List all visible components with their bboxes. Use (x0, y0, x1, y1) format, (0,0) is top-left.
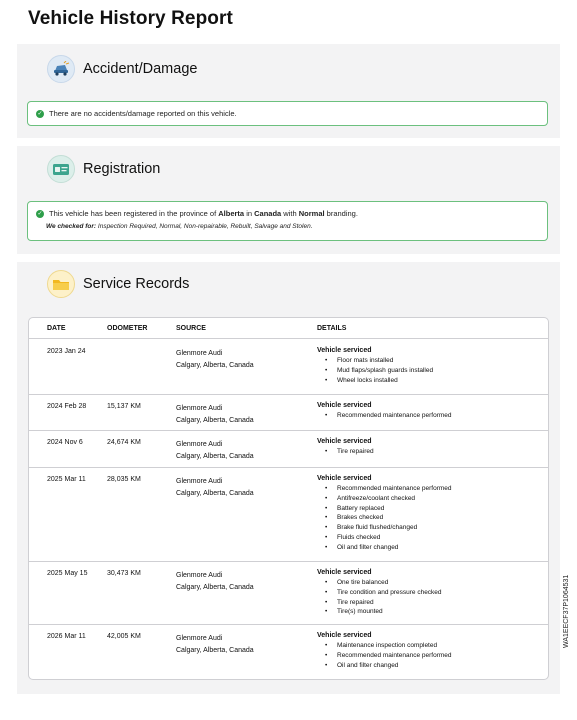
source-name: Glenmore Audi (176, 635, 223, 642)
row-source (176, 633, 254, 657)
source-location: Calgary, Alberta, Canada (176, 417, 254, 424)
detail-item: • Recommended maintenance performed (317, 411, 452, 421)
registration-heading: Registration (83, 161, 161, 177)
row-odometer: 24,674 KM (107, 439, 141, 446)
row-date: 2024 Nov 6 (47, 439, 83, 446)
source-name: Glenmore Audi (176, 350, 223, 357)
table-header (29, 318, 548, 339)
check-circle-icon: ✓ (37, 110, 43, 117)
source-name: Glenmore Audi (176, 441, 223, 448)
row-odometer: 15,137 KM (107, 403, 141, 410)
detail-item: • Recommended maintenance performed (317, 651, 452, 661)
row-odometer: 42,005 KM (107, 633, 141, 640)
table-row (29, 339, 548, 395)
row-details (317, 632, 452, 670)
detail-item: • Tire condition and pressure checked (317, 588, 442, 598)
column-header-details: DETAILS (317, 325, 347, 332)
detail-list (317, 447, 374, 457)
detail-item: • Brake fluid flushed/changed (317, 523, 452, 533)
source-location: Calgary, Alberta, Canada (176, 584, 254, 591)
check-circle-icon: ✓ (37, 210, 43, 217)
detail-title: Vehicle serviced (317, 402, 372, 409)
row-source (176, 403, 254, 427)
row-source (176, 570, 254, 594)
table-row (29, 394, 548, 431)
detail-title: Vehicle serviced (317, 569, 372, 576)
detail-item: • Tire repaired (317, 447, 374, 457)
detail-item: • Brakes checked (317, 513, 452, 523)
service-records-heading: Service Records (83, 276, 190, 292)
row-details (317, 569, 442, 617)
country: Canada (254, 209, 282, 218)
detail-list (317, 411, 452, 421)
row-details (317, 438, 374, 457)
source-name: Glenmore Audi (176, 478, 223, 485)
row-details (317, 402, 452, 421)
detail-list (317, 641, 452, 670)
vin-number: WA1EECF37P1064531 (563, 574, 570, 648)
registration-message: This vehicle has been registered in the province of Alberta in Canada with Normal branding. (49, 209, 358, 218)
source-name: Glenmore Audi (176, 572, 223, 579)
service-records-section (17, 262, 560, 694)
accident-message: There are no accidents/damage reported on this vehicle. (49, 109, 237, 118)
detail-item: • Recommended maintenance performed (317, 484, 452, 494)
car-crash-icon (47, 55, 75, 83)
province: Alberta (218, 209, 245, 218)
detail-item: • Tire(s) mounted (317, 607, 442, 617)
registration-header (47, 155, 160, 183)
service-records-table (28, 317, 549, 680)
row-odometer: 28,035 KM (107, 476, 141, 483)
detail-title: Vehicle serviced (317, 475, 372, 482)
registration-card-icon (47, 155, 75, 183)
row-source (176, 348, 254, 372)
accident-header (47, 55, 197, 83)
detail-item: • Tire repaired (317, 598, 442, 608)
service-records-header (47, 270, 189, 298)
branding: Normal (298, 209, 325, 218)
row-date: 2026 Mar 11 (47, 633, 86, 640)
accident-section (17, 44, 560, 138)
detail-item: • Mud flaps/splash guards installed (317, 366, 433, 376)
detail-item: • Maintenance inspection completed (317, 641, 452, 651)
row-source (176, 439, 254, 463)
detail-item: • Oil and filter changed (317, 661, 452, 671)
row-date: 2025 May 15 (47, 570, 88, 577)
detail-item: • Wheel locks installed (317, 376, 433, 386)
detail-title: Vehicle serviced (317, 632, 372, 639)
detail-item: • Battery replaced (317, 504, 452, 514)
source-location: Calgary, Alberta, Canada (176, 362, 254, 369)
detail-list (317, 484, 452, 553)
row-date: 2024 Feb 28 (47, 403, 87, 410)
table-row (29, 467, 548, 562)
row-date: 2023 Jan 24 (47, 348, 86, 355)
detail-item: • Fluids checked (317, 533, 452, 543)
row-source (176, 476, 254, 500)
detail-list (317, 578, 442, 617)
source-location: Calgary, Alberta, Canada (176, 647, 254, 654)
column-header-source: SOURCE (176, 325, 206, 332)
accident-heading: Accident/Damage (83, 61, 198, 77)
checked-for-note: We checked for: Inspection Required, Normal, Non-repairable, Rebuilt, Salvage and Stolen. (46, 223, 313, 230)
table-row (29, 561, 548, 625)
detail-item: • Oil and filter changed (317, 543, 452, 553)
registration-status-alert (27, 201, 548, 241)
source-location: Calgary, Alberta, Canada (176, 453, 254, 460)
table-row (29, 624, 548, 680)
source-name: Glenmore Audi (176, 405, 223, 412)
detail-title: Vehicle serviced (317, 438, 372, 445)
detail-item: • One tire balanced (317, 578, 442, 588)
column-header-odometer: ODOMETER (107, 325, 148, 332)
column-header-date: DATE (47, 325, 66, 332)
row-details (317, 347, 433, 385)
row-odometer: 30,473 KM (107, 570, 141, 577)
folder-icon (47, 270, 75, 298)
detail-title: Vehicle serviced (317, 347, 372, 354)
detail-list (317, 356, 433, 385)
table-row (29, 430, 548, 468)
report-title: Vehicle History Report (28, 8, 233, 29)
row-details (317, 475, 452, 553)
accident-status-alert (27, 101, 548, 126)
registration-section (17, 146, 560, 254)
row-date: 2025 Mar 11 (47, 476, 86, 483)
detail-item: • Floor mats installed (317, 356, 433, 366)
source-location: Calgary, Alberta, Canada (176, 490, 254, 497)
detail-item: • Antifreeze/coolant checked (317, 494, 452, 504)
